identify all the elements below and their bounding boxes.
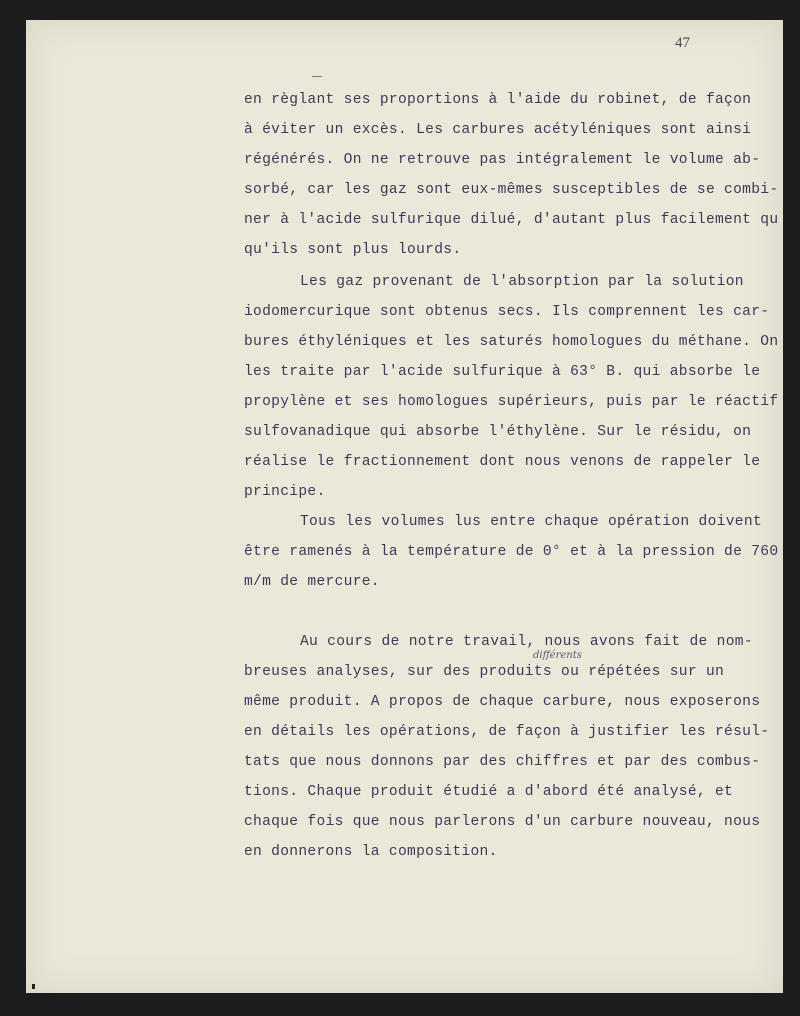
text-line: Tous les volumes lus entre chaque opération doivent [300, 514, 762, 530]
text-line: réalise le fractionnement dont nous venons de rappeler le [244, 454, 761, 470]
text-line: Les gaz provenant de l'absorption par la solution [300, 274, 744, 290]
text-line: tions. Chaque produit étudié a d'abord été analysé, et [244, 784, 734, 800]
text-line: iodomercurique sont obtenus secs. Ils comprennent les car- [244, 304, 770, 320]
text-line: Au cours de notre travail, nous avons fait de nom- [300, 634, 753, 650]
text-line: même produit. A propos de chaque carbure, nous exposerons [244, 694, 761, 710]
text-line: bures éthyléniques et les saturés homologues du méthane. On [244, 334, 779, 350]
page-number: 47 [675, 35, 690, 51]
text-line: être ramenés à la température de 0° et à la pression de 760 [244, 544, 779, 560]
text-line: en détails les opérations, de façon à justifier les résul- [244, 724, 770, 740]
ink-speck [32, 984, 35, 989]
handwritten-annotation: différents [533, 650, 582, 661]
text-line: régénérés. On ne retrouve pas intégralement le volume ab- [244, 152, 761, 168]
text-line: tats que nous donnons par des chiffres et par des combus- [244, 754, 761, 770]
text-line: principe. [244, 484, 326, 500]
text-line: m/m de mercure. [244, 574, 380, 590]
text-line: sorbé, car les gaz sont eux-mêmes susceptibles de se combi- [244, 182, 779, 198]
text-line: à éviter un excès. Les carbures acétyléniques sont ainsi [244, 122, 752, 138]
text-line: en règlant ses proportions à l'aide du robinet, de façon [244, 92, 752, 108]
text-line: en donnerons la composition. [244, 844, 498, 860]
pen-mark [312, 76, 322, 77]
text-line: qu'ils sont plus lourds. [244, 242, 462, 258]
text-line: ner à l'acide sulfurique dilué, d'autant plus facilement qu [244, 212, 779, 228]
text-line: breuses analyses, sur des produits ou répétées sur un [244, 664, 725, 680]
text-line: chaque fois que nous parlerons d'un carbure nouveau, nous [244, 814, 761, 830]
text-line: propylène et ses homologues supérieurs, puis par le réactif [244, 394, 779, 410]
text-line: sulfovanadique qui absorbe l'éthylène. Sur le résidu, on [244, 424, 752, 440]
text-line: les traite par l'acide sulfurique à 63° B. qui absorbe le [244, 364, 761, 380]
